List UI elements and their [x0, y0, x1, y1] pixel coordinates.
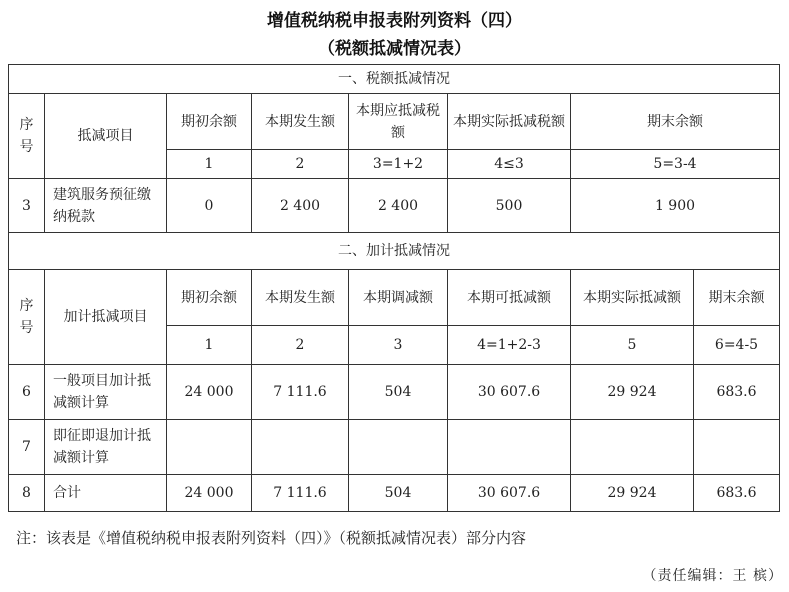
- section1-header-row: [9, 94, 780, 150]
- section2-heading-row: [9, 233, 780, 270]
- s1-row-item: 建筑服务预征缴纳税款: [45, 179, 167, 233]
- s2-row-deductible: [448, 420, 571, 475]
- s2-row-deductible: 30 607.6: [448, 365, 571, 420]
- page-subtitle: （税额抵减情况表）: [318, 39, 471, 59]
- s2-row-actual: 29 924: [571, 365, 694, 420]
- s2-row-closing: [694, 420, 780, 475]
- s2-col-closing: 期末余额: [694, 270, 780, 326]
- s2-code-current: 2: [252, 326, 349, 365]
- s1-col-actual: 本期实际抵减税额: [448, 94, 571, 150]
- footnote: 注：该表是《增值税纳税申报表附列资料（四）》（税额抵减情况表）部分内容: [16, 529, 527, 547]
- s2-col-deductible: 本期可抵减额: [448, 270, 571, 326]
- table-row: [9, 420, 780, 475]
- table-row: [9, 179, 780, 233]
- s1-col-current: 本期发生额: [252, 94, 349, 150]
- s2-row-deductible: 30 607.6: [448, 475, 571, 512]
- s2-row-adjust: 504: [349, 475, 448, 512]
- s1-code-due: 3=1+2: [349, 150, 448, 179]
- s1-col-item: 抵减项目: [45, 94, 167, 179]
- s2-row-opening: 24 000: [167, 475, 252, 512]
- s2-row-closing: 683.6: [694, 365, 780, 420]
- s2-row-adjust: [349, 420, 448, 475]
- s2-row-current: 7 111.6: [252, 365, 349, 420]
- s1-col-closing: 期末余额: [571, 94, 780, 150]
- s2-row-seq: 7: [9, 420, 45, 475]
- s2-code-closing: 6=4-5: [694, 326, 780, 365]
- table-row: [9, 475, 780, 512]
- s2-code-adjust: 3: [349, 326, 448, 365]
- table-row: [9, 365, 780, 420]
- s2-row-adjust: 504: [349, 365, 448, 420]
- tax-deduction-table: [8, 64, 780, 512]
- s1-row-due: 2 400: [349, 179, 448, 233]
- s2-col-current: 本期发生额: [252, 270, 349, 326]
- s2-row-opening: 24 000: [167, 365, 252, 420]
- s2-row-current: 7 111.6: [252, 475, 349, 512]
- s2-col-actual: 本期实际抵减额: [571, 270, 694, 326]
- s2-row-current: [252, 420, 349, 475]
- s1-code-actual: 4≤3: [448, 150, 571, 179]
- s2-col-item: 加计抵减项目: [45, 270, 167, 365]
- s2-row-item: 一般项目加计抵减额计算: [45, 365, 167, 420]
- s1-row-current: 2 400: [252, 179, 349, 233]
- s2-col-seq: 序号: [9, 270, 45, 365]
- s2-row-actual: 29 924: [571, 475, 694, 512]
- section2-heading: 二、加计抵减情况: [9, 233, 780, 270]
- s2-row-opening: [167, 420, 252, 475]
- s1-row-actual: 500: [448, 179, 571, 233]
- s2-row-seq: 6: [9, 365, 45, 420]
- s1-col-seq: 序号: [9, 94, 45, 179]
- s1-col-due: 本期应抵减税额: [349, 94, 448, 150]
- section1-heading-row: [9, 65, 780, 94]
- s1-row-seq: 3: [9, 179, 45, 233]
- section2-header-row: [9, 270, 780, 326]
- s2-row-item: 合计: [45, 475, 167, 512]
- s1-code-closing: 5=3-4: [571, 150, 780, 179]
- s2-code-opening: 1: [167, 326, 252, 365]
- s2-row-actual: [571, 420, 694, 475]
- s1-code-opening: 1: [167, 150, 252, 179]
- s2-col-adjust: 本期调减额: [349, 270, 448, 326]
- s2-col-opening: 期初余额: [167, 270, 252, 326]
- page-title: 增值税纳税申报表附列资料（四）: [267, 11, 522, 31]
- s1-code-current: 2: [252, 150, 349, 179]
- s2-row-seq: 8: [9, 475, 45, 512]
- editor-credit: （责任编辑：王 槟）: [642, 568, 783, 584]
- s2-code-actual: 5: [571, 326, 694, 365]
- s1-row-opening: 0: [167, 179, 252, 233]
- s2-code-deductible: 4=1+2-3: [448, 326, 571, 365]
- section1-heading: 一、税额抵减情况: [9, 65, 780, 94]
- s1-row-closing: 1 900: [571, 179, 780, 233]
- s2-row-item: 即征即退加计抵减额计算: [45, 420, 167, 475]
- s1-col-opening: 期初余额: [167, 94, 252, 150]
- s2-row-closing: 683.6: [694, 475, 780, 512]
